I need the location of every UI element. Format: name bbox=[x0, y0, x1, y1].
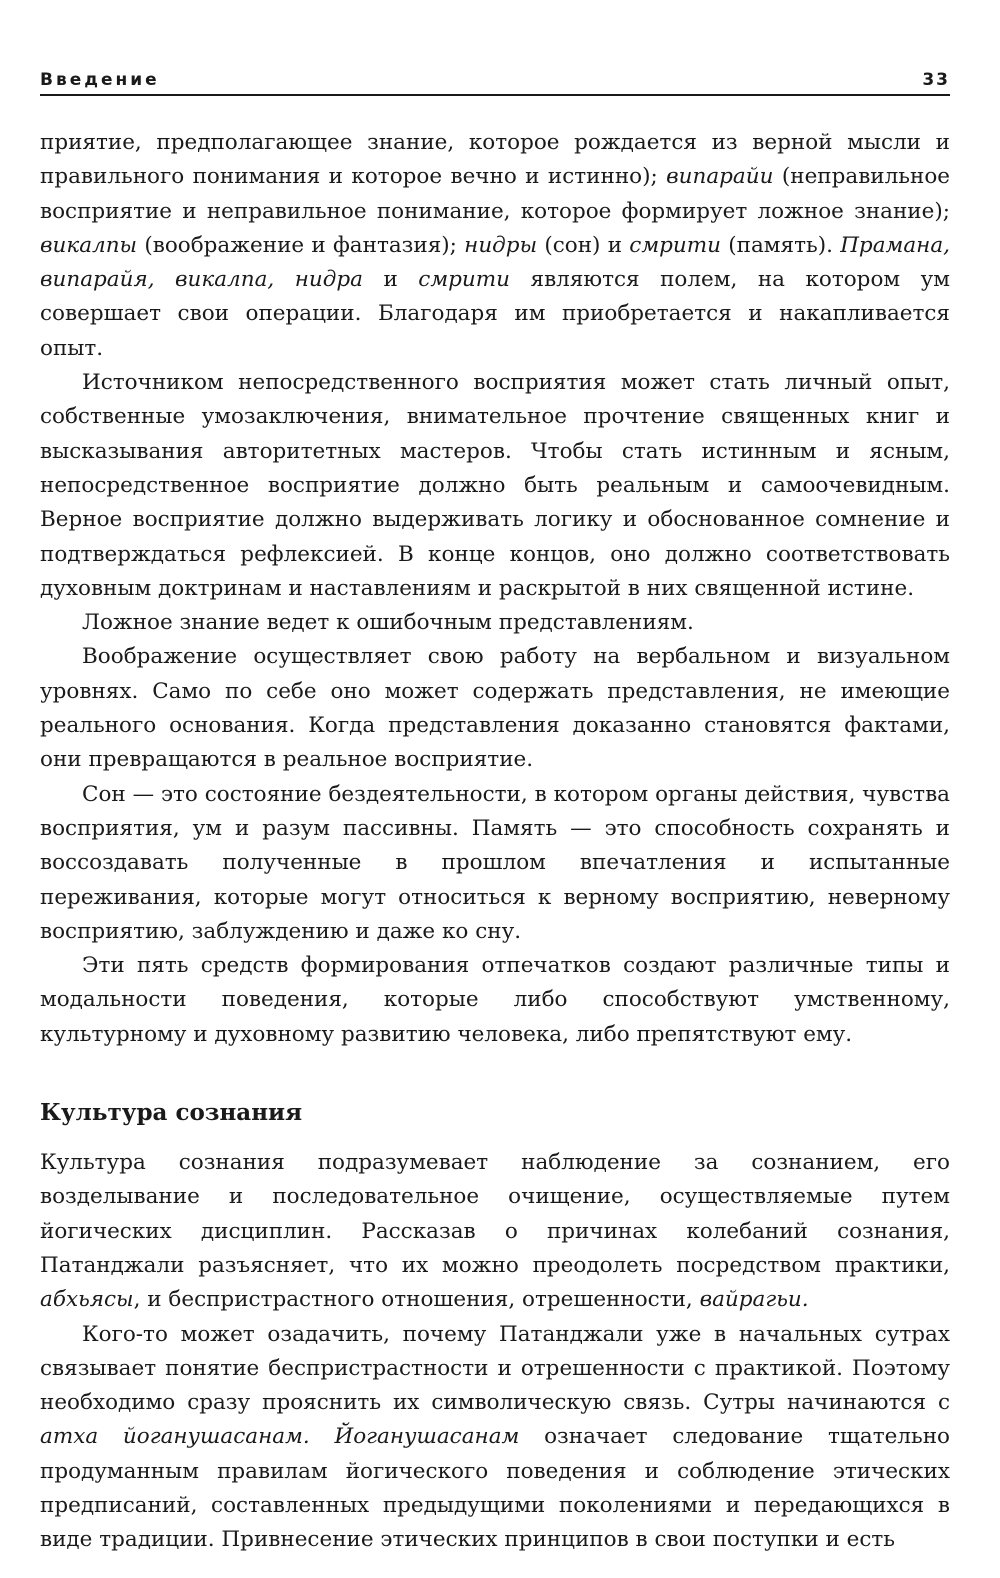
paragraph bbox=[40, 606, 950, 640]
text-segment: и bbox=[362, 267, 419, 293]
italic-term: викалпы bbox=[40, 232, 138, 258]
italic-term: випарайи bbox=[666, 164, 774, 190]
italic-term: смрити bbox=[418, 267, 510, 293]
running-head bbox=[40, 66, 950, 96]
text-segment: Ложное знание ведет к ошибочным представлениям. bbox=[82, 610, 694, 636]
running-head-section: Введение bbox=[40, 70, 160, 90]
paragraph bbox=[40, 640, 950, 777]
text-segment: означает следование тщательно продуманным правилам йогического поведения и соблюдение этических предписаний, составленных предыдущими поколениями и передающихся в виде традиции. Привнесение этических принципов в свои поступки и есть bbox=[40, 1424, 950, 1553]
text-segment: Источником непосредственного восприятия может стать личный опыт, собственные умозаключения, внимательное прочтение священных книг и высказывания авторитетных мастеров. Чтобы стать истинным и ясным, непосредственное восприятие должно быть реальным и самоочевидным. Верное восприятие должно выдерживать логику и обоснованное сомнение и подтверждаться рефлексией. В конце концов, оно должно соответствовать духовным доктринам и наставлениям и раскрытой в них священной истине. bbox=[40, 370, 950, 601]
paragraph bbox=[40, 949, 950, 1052]
paragraph bbox=[40, 126, 950, 366]
text-segment: (неправильное восприятие и неправильное понимание, которое формирует ложное знание); bbox=[40, 164, 950, 224]
paragraph bbox=[40, 1318, 950, 1558]
italic-term: вайрагьи. bbox=[699, 1287, 809, 1313]
text-segment: (воображение и фантазия); bbox=[137, 232, 465, 258]
text-segment: (память). bbox=[721, 232, 841, 258]
paragraph bbox=[40, 1146, 950, 1317]
italic-term: Прамана, випарайя, викалпа, нидра bbox=[40, 232, 950, 293]
italic-term: смрити bbox=[629, 232, 722, 258]
paragraph bbox=[40, 778, 950, 949]
italic-term: атха йоганушасанам. Йоганушасанам bbox=[40, 1424, 520, 1450]
body-text bbox=[40, 126, 950, 1558]
page-number: 33 bbox=[922, 70, 950, 90]
text-segment: , и беспристрастного отношения, отрешенности, bbox=[133, 1287, 700, 1313]
section-heading: Культура сознания bbox=[40, 1099, 303, 1127]
text-segment: приятие, предполагающее знание, которое рождается из верной мысли и правильного понимания и которое вечно и истинно); bbox=[40, 130, 950, 190]
text-segment: Эти пять средств формирования отпечатков создают различные типы и модальности поведения, которые либо способствуют умственному, культурному и духовному развитию человека, либо препятствуют ему. bbox=[40, 953, 950, 1047]
paragraph bbox=[40, 366, 950, 606]
text-segment: Кого-то может озадачить, почему Патанджали уже в начальных сутрах связывает понятие беспристрастности и отрешенности с практикой. Поэтому необходимо сразу прояснить их символическую связь. Сутры начинаются с bbox=[40, 1321, 950, 1416]
text-segment: Сон — это состояние бездеятельности, в котором органы действия, чувства восприятия, ум и разум пассивны. Память — это способность сохранять и воссоздавать полученные в прошлом впечатления и испытанные переживания, которые могут относиться к верному восприятию, неверному восприятию, заблуждению и даже ко сну. bbox=[40, 781, 950, 944]
text-segment: Воображение осуществляет свою работу на вербальном и визуальном уровнях. Само по себе оно может содержать представления, не имеющие реального основания. Когда представления доказанно становятся фактами, они превращаются в реальное восприятие. bbox=[40, 644, 950, 773]
intro-paragraphs bbox=[40, 126, 950, 1052]
section-paragraphs bbox=[40, 1146, 950, 1558]
italic-term: нидры bbox=[464, 232, 538, 258]
text-segment: Культура сознания подразумевает наблюдение за сознанием, его возделывание и последовательное очищение, осуществляемые путем йогических дисциплин. Рассказав о причинах колебаний сознания, Патанджали разъясняет, что их можно преодолеть посредством практики, bbox=[40, 1150, 950, 1278]
text-segment: являются полем, на котором ум совершает свои операции. Благодаря им приобретается и накапливается опыт. bbox=[40, 267, 950, 361]
italic-term: абхьясы bbox=[40, 1287, 134, 1313]
text-segment: (сон) и bbox=[537, 232, 630, 258]
